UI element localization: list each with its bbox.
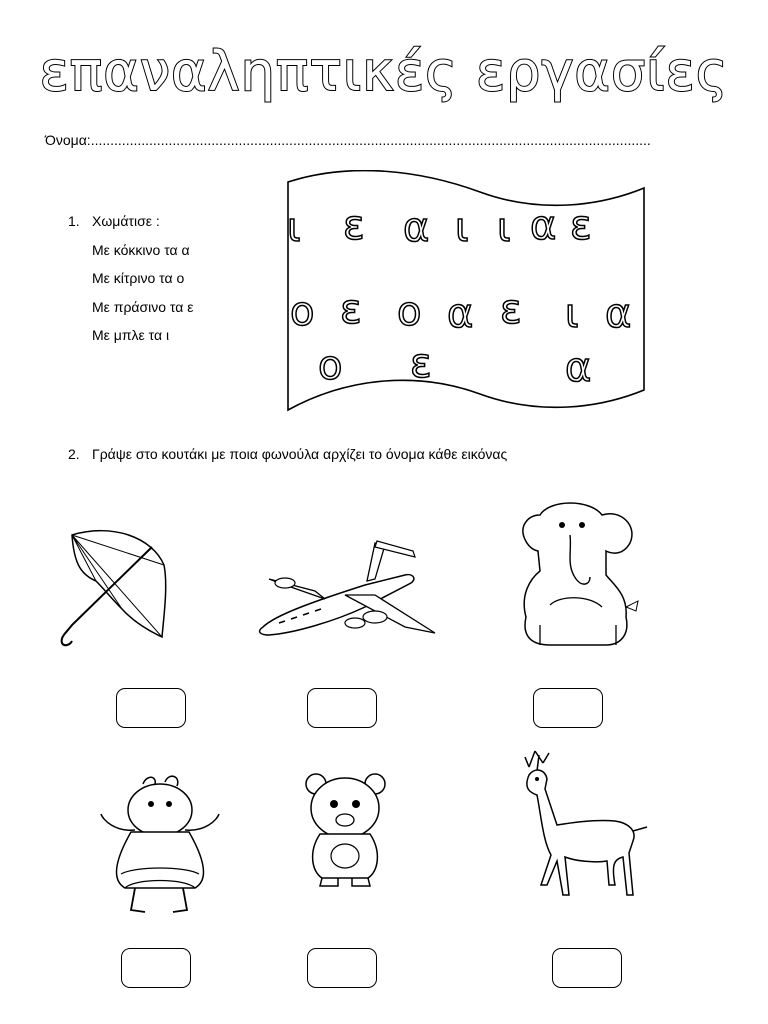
exercise-2-text: Γράψε στο κουτάκι με ποια φωνούλα αρχίζει το όνομα κάθε εικόνας	[92, 446, 508, 462]
name-label: Όνομα:	[45, 132, 91, 148]
worksheet-title: επαναληπτικές εργασίες	[39, 40, 729, 103]
instruction-blue: Με μπλε τα ι	[92, 327, 170, 343]
flag-letter[interactable]: ο	[290, 289, 315, 335]
flag-letter[interactable]: ε	[570, 203, 592, 249]
elephant-picture	[510, 495, 645, 665]
flag-letter[interactable]: α	[605, 291, 632, 337]
answer-box-airplane[interactable]	[307, 688, 377, 728]
flag-letter[interactable]: ι	[287, 205, 301, 251]
flag-letter[interactable]: ο	[397, 289, 422, 335]
deer-picture	[515, 745, 655, 915]
instruction-yellow: Με κίτρινο τα ο	[92, 270, 185, 286]
flag-letter[interactable]: α	[565, 345, 592, 391]
answer-box-deer[interactable]	[552, 948, 622, 988]
exercise-2-number: 2.	[68, 446, 80, 462]
flag-letter[interactable]: α	[530, 203, 557, 249]
exercise-1-heading: Χωμάτισε :	[92, 213, 160, 229]
hippo-picture	[95, 770, 225, 920]
airplane-picture	[255, 535, 450, 645]
answer-box-umbrella[interactable]	[116, 688, 186, 728]
flag-letter[interactable]: ι	[455, 205, 469, 251]
bear-picture	[298, 768, 393, 888]
flag-letter[interactable]: ε	[410, 341, 432, 387]
answer-box-elephant[interactable]	[533, 688, 603, 728]
flag-letter[interactable]: ε	[500, 287, 522, 333]
flag-letter[interactable]: ε	[343, 203, 365, 249]
umbrella-picture	[52, 525, 182, 650]
flag-letter[interactable]: ε	[340, 287, 362, 333]
exercise-2-instructions	[68, 446, 507, 462]
answer-box-bear[interactable]	[307, 948, 377, 988]
exercise-1-instructions	[68, 213, 194, 356]
instruction-green: Με πράσινο τα ε	[92, 298, 194, 315]
name-dots: ................................................................................................................................................	[90, 132, 651, 148]
flag-letter[interactable]: α	[447, 291, 474, 337]
flag-letter[interactable]: ι	[497, 205, 511, 251]
flag-letter[interactable]: α	[403, 205, 430, 251]
name-field[interactable]	[45, 132, 651, 148]
flag-letter[interactable]: ι	[565, 291, 579, 337]
exercise-1-number: 1.	[68, 213, 80, 229]
answer-box-hippo[interactable]	[121, 948, 191, 988]
instruction-red: Με κόκκινο τα α	[92, 241, 190, 258]
flag-letter[interactable]: ο	[318, 343, 343, 389]
